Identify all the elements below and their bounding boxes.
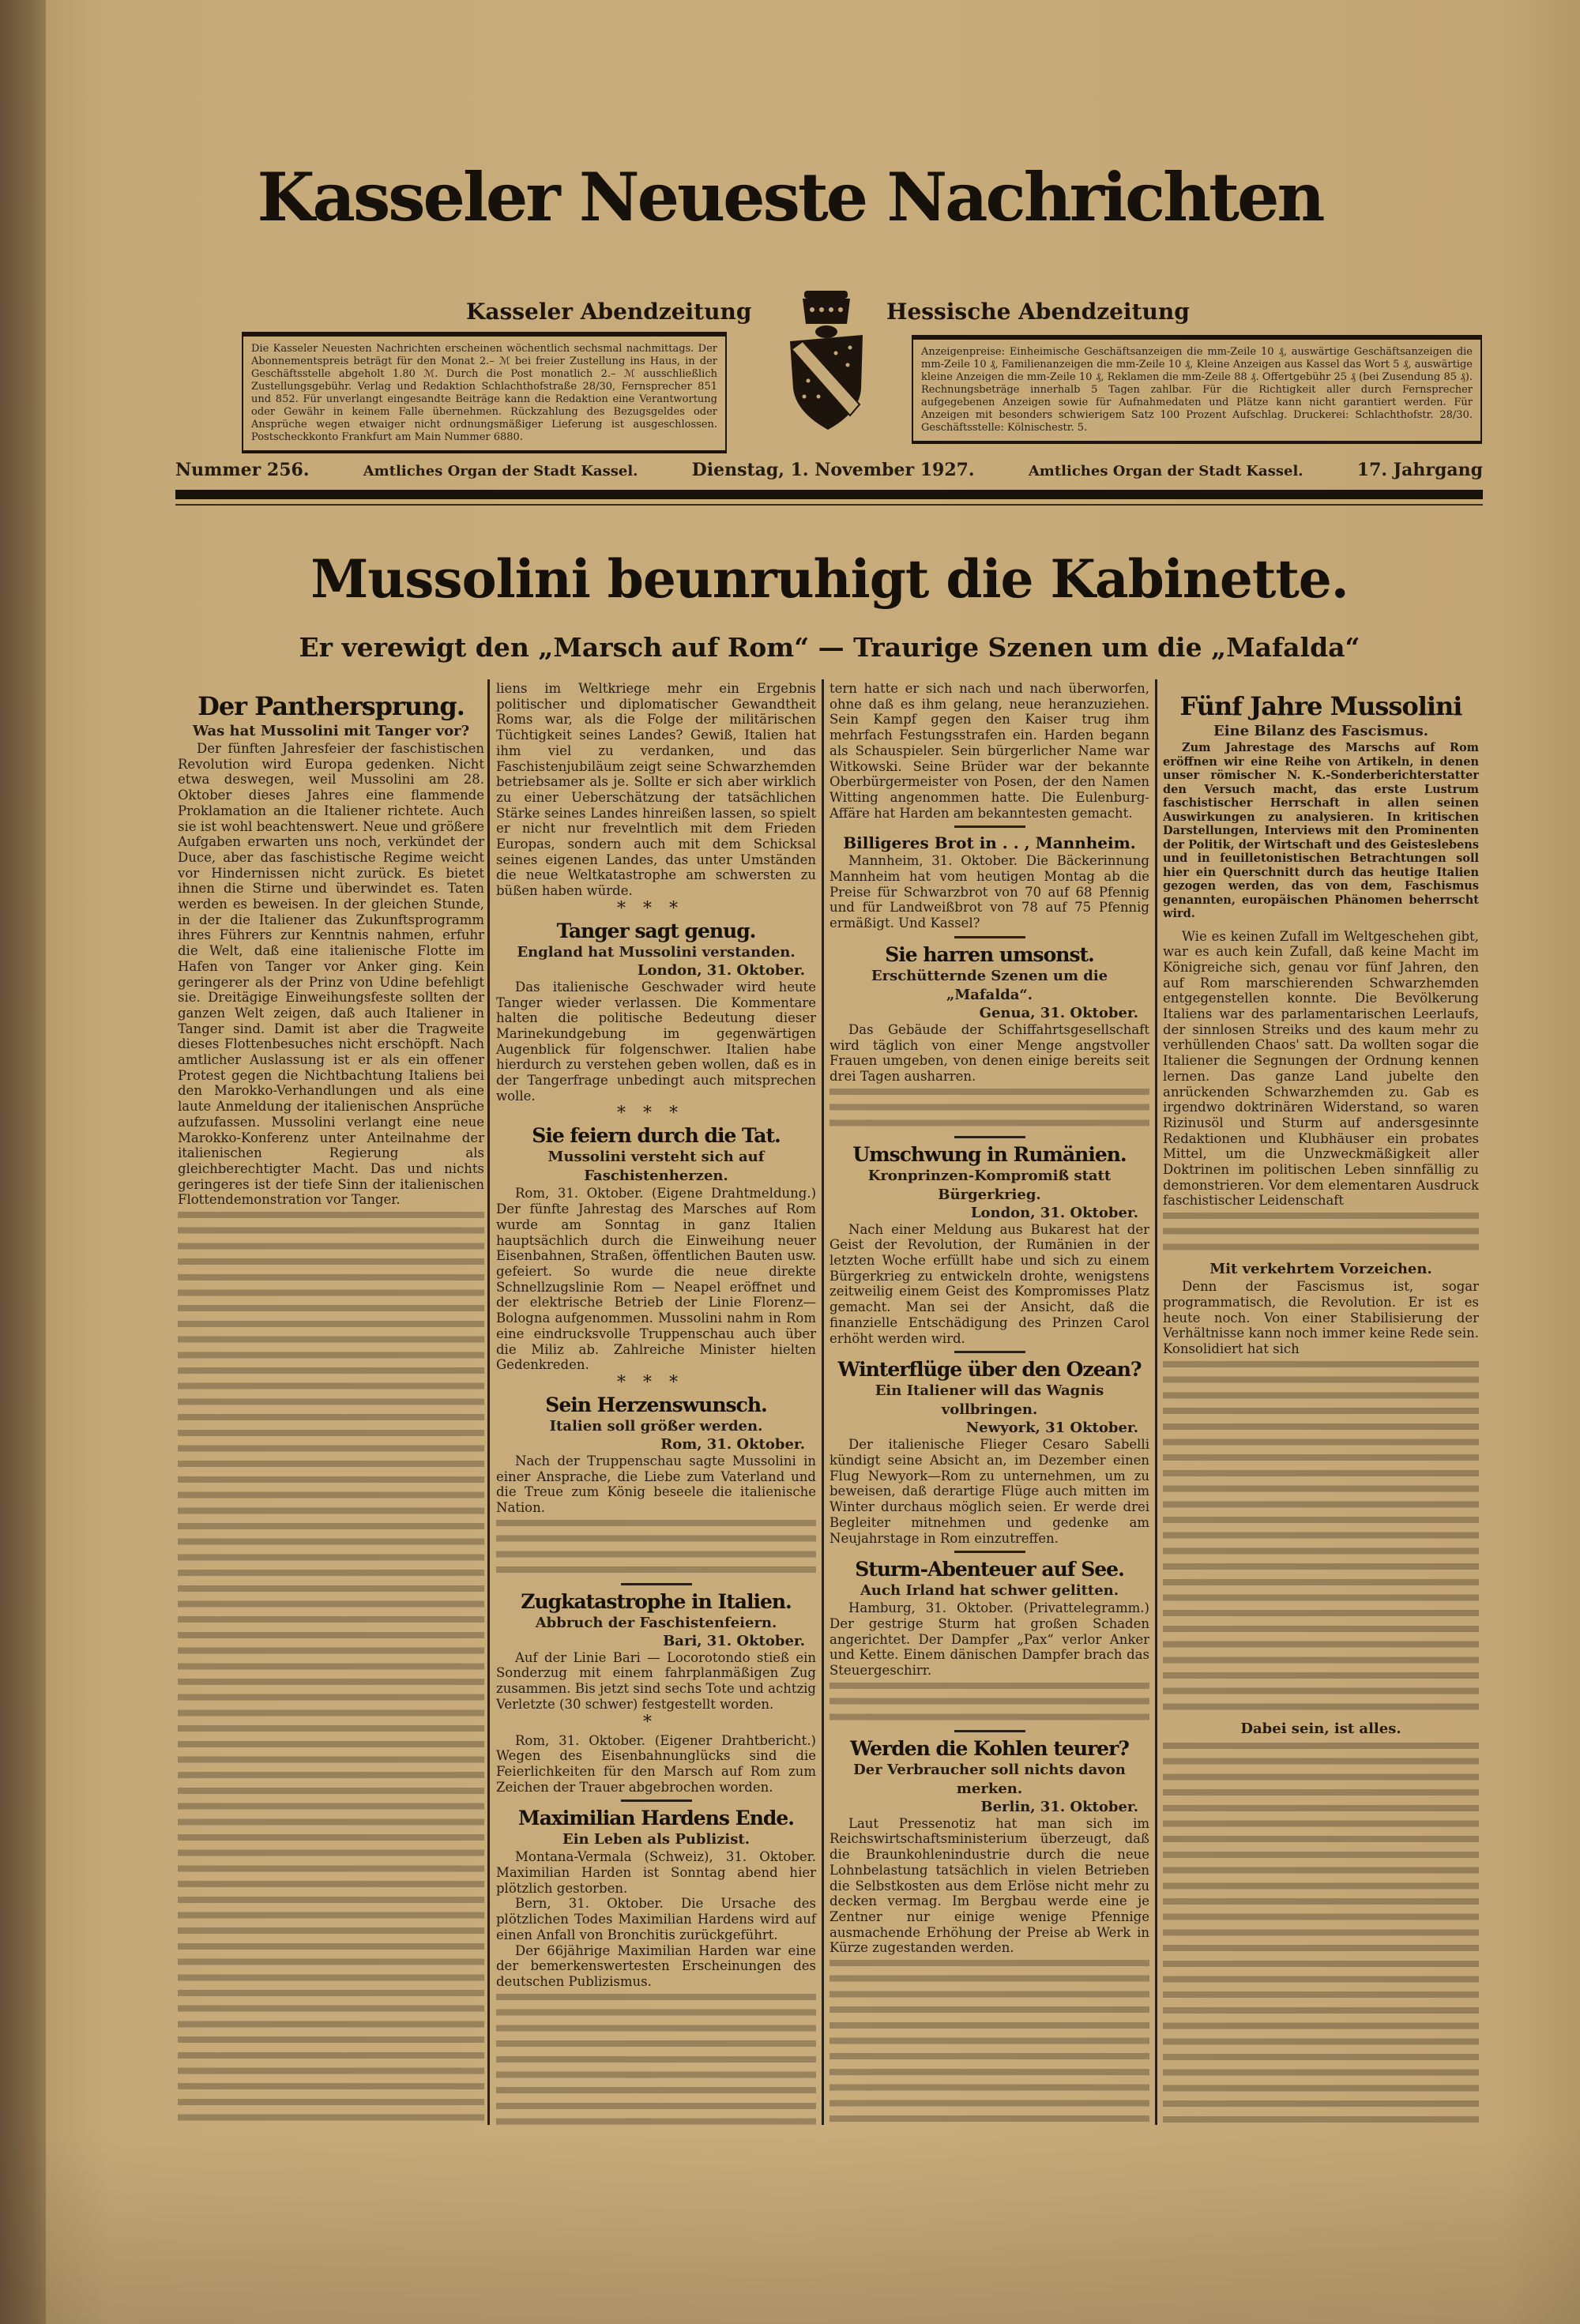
section-stars: *** — [617, 1372, 695, 1393]
article-title: Sie harren umsonst. — [885, 942, 1094, 966]
article-body: Auf der Linie Bari — Locorotondo stieß ein Sonderzug mit einem fahrplanmäßigen Zug zusammen. Bis jetzt sind sechs Tote und achtzig Verletzte (30 schwer) festgestellt worden. — [496, 1649, 816, 1712]
article-subtitle: Auch Irland hat schwer gelitten. — [860, 1582, 1119, 1600]
article-subtitle: Der Verbraucher soll nichts davon merken. — [853, 1761, 1126, 1797]
volume-year: 17. Jahrgang — [1356, 460, 1483, 480]
newspaper-title: Kasseler Neueste Nachrichten — [257, 158, 1323, 236]
article-subtitle: Ein Leben als Publizist. — [562, 1831, 750, 1848]
article-dateline: Genua, 31. Oktober. — [979, 1004, 1138, 1021]
article-title: Sie feiern durch die Tat. — [532, 1124, 781, 1148]
section-title: Mit verkehrtem Vorzeichen. — [1209, 1261, 1432, 1278]
article-subtitle: Erschütternde Szenen um die „Mafalda“. — [871, 967, 1108, 1003]
article-body: Rom, 31. Oktober. (Eigene Drahtmeldung.) Der fünfte Jahrestag des Marsches auf Rom wurde am Sonntag in ganz Italien hauptsächlich durch die Einweihung neuer Eisenbahnen, Straßen, öffentlichen Bauten usw. gefeiert. So wurde die neue direkte Schnellzugslinie Rom — Neapel eröffnet und der elektrische Betrieb der Linie Florenz—Bologna aufgenommen. Mussolini nahm in Rom eine eindrucksvolle Truppenschau auch über die Miliz ab. Zahlreiche Minister hielten Gedenkreden. — [496, 1186, 816, 1373]
issue-info-line — [175, 460, 1483, 480]
section-star: * — [643, 1712, 669, 1732]
article-dateline: London, 31. Oktober. — [637, 961, 805, 979]
article-body: Wie es keinen Zufall im Weltgeschehen gibt, war es auch kein Zufall, daß keine Macht im Königreiche sich, genau vor fünf Jahren, den auf Rom marschierenden Schwarzhemden entgegenstellen konnte. Die Bevölkerung Italiens war des parlamentarischen Leerlaufs, der sinnlosen Streiks und des kaum mehr zu verhüllenden Chaos' satt. Da wollten sogar die Italiener die Segnungen der Ordnung kennen lernen. Das ganze Land jubelte den anrückenden Schwarzhemden zu. Gab es irgendwo doktrinären Widerstand, so waren Rizinusöl und Sturm auf andersgesinnte Redaktionen und Klubhäuser ein probates Mittel, um die Unzweckmäßigkeit aller Doktrinen im politischen Leben sinnfällig zu demonstrieren. Vor dem elementaren Ausdruck faschistischer Leidenschaft — [1163, 928, 1479, 1209]
section-rule — [954, 936, 1025, 938]
column-1 — [178, 681, 484, 2127]
article-title: Sturm-Abenteuer auf See. — [855, 1558, 1124, 1581]
illegible-text-lines — [830, 1679, 1149, 1725]
article-dateline: Berlin, 31. Oktober. — [980, 1798, 1138, 1815]
section-rule — [954, 1351, 1025, 1353]
article-body: Nach einer Meldung aus Bukarest hat der Geist der Revolution, der Rumänien in der letzten Woche erfüllt habe und sich zu einem Bürgerkrieg zu entwickeln drohte, wenigstens zeitweilig einem Geist des Kompromisses Platz gemacht. Man sei der Ansicht, daß die finanzielle Entschädigung des Prinzen Carol erhöht werden wird. — [830, 1221, 1149, 1346]
column-2 — [496, 681, 816, 2127]
article-title: Zugkatastrophe in Italien. — [521, 1589, 792, 1613]
article-subtitle: Italien soll größer werden. — [549, 1417, 763, 1435]
article-title: Winterflüge über den Ozean? — [837, 1358, 1142, 1382]
article-body: Bern, 31. Oktober. Die Ursache des plötzlichen Todes Maximilian Hardens wird auf einen Anfall von Bronchitis zurückgeführt. — [496, 1896, 816, 1942]
illegible-text-lines — [178, 1208, 484, 2127]
article-dateline: Newyork, 31 Oktober. — [965, 1420, 1138, 1437]
column-4 — [1163, 681, 1479, 2127]
article-body: Der italienische Flieger Cesaro Sabelli kündigt seine Absicht an, im Dezember einen Flug Newyork—Rom zu unternehmen, um zu beweisen, daß derartige Flüge auch mitten im Winter durchaus möglich seien. Er werde drei Begleiter mitnehmen und gedenke am Neujahrstage in Rom einzutreffen. — [830, 1437, 1149, 1546]
article-title: Sein Herzenswunsch. — [545, 1393, 767, 1416]
subtitle-right: Hessische Abendzeitung — [886, 299, 1190, 325]
article-intro: Zum Jahrestage des Marschs auf Rom eröffnen wir eine Reihe von Artikeln, in denen unser römischer N. K.-Sonderberichterstatter den Versuch macht, das erste Lustrum faschistischer Herrschaft in allen seinen Auswirkungen zu analysieren. In kritischen Darstellungen, Interviews mit den Prominenten der Politik, der Wirtschaft und des Geisteslebens und in feuilletonistischen Betrachtungen soll hier ein Querschnitt durch das heutige Italien gezogen werden, das von dem, Faschismus genannten, europäischen Phänomen beherrscht wird. — [1163, 741, 1479, 920]
section-rule — [954, 825, 1025, 828]
article-body: Mannheim, 31. Oktober. Die Bäckerinnung Mannheim hat vom heutigen Montag ab die Preise für Schwarzbrot von 70 auf 68 Pfennig und für Landweißbrot von 78 auf 75 Pfennig ermäßigt. Und Kassel? — [830, 853, 1149, 931]
illegible-text-lines — [1163, 1209, 1479, 1255]
article-subtitle: Abbruch der Faschistenfeiern. — [535, 1614, 777, 1631]
article-title: Tanger sagt genug. — [556, 919, 756, 942]
article-title: Umschwung in Rumänien. — [852, 1142, 1127, 1166]
lead-headline: Mussolini beunruhigt die Kabinette. — [310, 548, 1349, 610]
masthead-rule-thin — [175, 504, 1483, 506]
official-organ-right: Amtliches Organ der Stadt Kassel. — [1028, 463, 1304, 479]
masthead-rule — [175, 490, 1483, 499]
section-title: Dabei sein, ist alles. — [1240, 1720, 1401, 1737]
article-subtitle: Mussolini versteht sich auf Faschistenherzen. — [547, 1149, 765, 1185]
kassel-coat-of-arms-icon — [781, 286, 871, 432]
page-bottom-shade — [0, 2133, 1580, 2324]
subtitle-left: Kasseler Abendzeitung — [466, 299, 752, 325]
article-subtitle: Ein Italiener will das Wagnis vollbringen. — [875, 1382, 1104, 1419]
issue-date: Dienstag, 1. November 1927. — [691, 460, 975, 480]
article-dateline: London, 31. Oktober. — [970, 1204, 1138, 1221]
lead-subheadline: Er verewigt den „Marsch auf Rom“ — Traurige Szenen um die „Mafalda“ — [299, 632, 1360, 663]
article-body: Der 66jährige Maximilian Harden war eine der bemerkenswertesten Erscheinungen des deutschen Publizismus. — [496, 1942, 816, 1989]
illegible-text-lines — [1163, 1357, 1479, 1715]
article-body: Laut Pressenotiz hat man sich im Reichswirtschaftsministerium überzeugt, daß die Braunkohlenindustrie durch die neue Lohnbelastung tatsächlich in vielen Betrieben die Selbstkosten aus dem Erlöse nicht mehr zu decken vermag. Im Bergbau werde eine je Zentner nur einige wenige Pfennige ausmachende Erhöhung der Preise ab Werk in Kürze zugestanden werden. — [830, 1815, 1149, 1956]
article-body: Hamburg, 31. Oktober. (Privattelegramm.) Der gestrige Sturm hat großen Schaden angerichtet. Der Dampfer „Pax“ verlor Anker und Kette. Einem dänischen Dampfer brach das Steuergeschirr. — [830, 1600, 1149, 1679]
subscription-info-box: Die Kasseler Neuesten Nachrichten erscheinen wöchentlich sechsmal nachmittags. Der Abonnementspreis beträgt für den Monat 2.– ℳ bei freier Zustellung ins Haus, in der Geschäftsstelle abgeholt 1.80 ℳ. Durch die Post monatlich 2.– ℳ ausschließlich Zustellungsgebühr. Verlag und Redaktion Schlachthofstraße 28/30, Fernsprecher 851 und 852. Für unverlangt eingesandte Beiträge kann die Redaktion eine Verantwortung oder Gewähr in keinem Falle übernehmen. Rückzahlung des Bezugsgeldes oder Ansprüche wegen etwaiger nicht ordnungsmäßiger Lieferung ist ausgeschlossen. Postscheckkonto Frankfurt am Main Nummer 6880. — [242, 332, 727, 453]
illegible-text-lines — [830, 1956, 1149, 2127]
article-subtitle: England hat Mussolini verstanden. — [517, 943, 796, 961]
issue-number: Nummer 256. — [175, 460, 310, 480]
article-title: Werden die Kohlen teurer? — [850, 1736, 1129, 1760]
column-divider — [822, 679, 824, 2125]
article-body: liens im Weltkriege mehr ein Ergebnis politischer und diplomatischer Gewandtheit Roms war, als die Folge der militärischen Tüchtigkeit seines Landes? Gewiß, Italien hat ihm viel zu verdanken, und das Faschistenjubiläum zeigt seine Schwarzhemden betriebsamer als je. Sollte er sich aber wirklich zu einer Ueberschätzung der tatsächlichen Stärke seines Landes hinreißen lassen, so spielt er nicht nur frevelntlich mit dem Frieden Europas, sondern auch mit dem Schicksal seines eigenen Landes, das unter Umständen die neue Weltkatastrophe am schwersten zu büßen haben würde. — [496, 681, 816, 899]
section-rule — [621, 1583, 692, 1585]
article-title: Fünf Jahre Mussolini — [1179, 691, 1462, 721]
section-rule — [954, 1136, 1025, 1138]
official-organ-left: Amtliches Organ der Stadt Kassel. — [363, 463, 638, 479]
column-3 — [830, 681, 1149, 2127]
advertising-rates-box: Anzeigenpreise: Einheimische Geschäftsanzeigen die mm-Zeile 10 ₰, auswärtige Geschäftsanzeigen die mm-Zeile 10 ₰, Familienanzeigen die mm-Zeile 10 ₰, Kleine Anzeigen aus Kassel das Wort 5 ₰, auswärtige kleine Anzeigen die mm-Zeile 10 ₰, Reklamen die mm-Zeile 88 ₰. Offertgebühr 25 ₰ (bei Zusendung 85 ₰). Rechnungsbeträge innerhalb 5 Tagen zahlbar. Für die Richtigkeit aller durch Fernsprecher aufgegebenen Anzeigen sowie für Aufnahmedaten und Plätze kann nicht garantiert werden. Für Anzeigen mit besonders schwierigem Satz 100 Prozent Aufschlag. Druckerei: Schlachthofstr. 28/30. Geschäftsstelle: Kölnischestr. 5. — [912, 335, 1482, 444]
article-dateline: Bari, 31. Oktober. — [663, 1632, 805, 1649]
section-rule — [954, 1730, 1025, 1732]
illegible-text-lines — [830, 1085, 1149, 1131]
article-title: Maximilian Hardens Ende. — [518, 1807, 794, 1830]
page-fold-shadow — [0, 0, 46, 2324]
column-divider — [487, 679, 490, 2125]
section-rule — [954, 1551, 1025, 1553]
article-subtitle: Kronprinzen-Kompromiß statt Bürgerkrieg. — [867, 1167, 1112, 1203]
article-title: Der Panthersprung. — [198, 691, 465, 721]
column-divider — [1155, 679, 1157, 2125]
article-subtitle: Was hat Mussolini mit Tanger vor? — [192, 723, 470, 739]
section-rule — [621, 1799, 692, 1802]
article-body: Nach der Truppenschau sagte Mussolini in einer Ansprache, die Liebe zum Vaterland und die Treue zum König beseele die italienische Nation. — [496, 1453, 816, 1516]
article-body: Der fünften Jahresfeier der faschistischen Revolution wird Europa gedenken. Nicht etwa deswegen, weil Mussolini am 28. Oktober dieses Jahres eine flammende Proklamation an die Italiener richtete. Auch sie ist wohl beachtenswert. Neue und größere Aufgaben erwarten uns noch, verkündet der Duce, aber das faschistische Regime weicht vor Hindernissen nicht zurück. Es bietet ihnen die Stirne und überwindet es. Taten werden es beweisen. In der gleichen Stunde, in der die Italiener das Zukunftsprogramm ihres Führers zur Kenntnis nahmen, erfuhr die Welt, daß eine italienische Flotte im Hafen von Tanger vor Anker ging. Kein geringerer als der Prinz von Udine befehligt sie. Dreitägige Einweihungsfeste sollten der ganzen Welt zeigen, daß auch Italiener in Tanger sind. Damit ist aber die Tragweite dieses Flottenbesuches nicht erschöpft. Nach amtlicher Auslassung ist er als ein offener Protest gegen die Nichtbachtung Italiens bei den Marokko-Verhandlungen und als eine laute Anmeldung der italienischen Ansprüche aufzufassen. Mussolini verlangt eine neue Marokko-Konferenz unter Anteilnahme der italienischen Regierung als gleichberechtigter Macht. Das und nichts geringeres ist der tiefe Sinn der italienischen Flottendemonstration vor Tanger. — [178, 741, 484, 1208]
section-stars: *** — [617, 898, 695, 919]
section-stars: *** — [617, 1104, 695, 1124]
article-body: Rom, 31. Oktober. (Eigener Drahtbericht.) Wegen des Eisenbahnunglücks sind die Feierlichkeiten für den Marsch auf Rom zum Zeichen der Trauer abgebrochen worden. — [496, 1732, 816, 1795]
article-body: Das italienische Geschwader wird heute Tanger wieder verlassen. Die Kommentare halten die politische Bedeutung dieser Marinekundgebung im gegenwärtigen Augenblick für folgenschwer. Italien habe hierdurch zu verstehen geben wollen, daß es in der Tangerfrage unbedingt auch mitsprechen wolle. — [496, 979, 816, 1104]
article-dateline: Rom, 31. Oktober. — [660, 1435, 805, 1453]
illegible-text-lines — [496, 1516, 816, 1578]
article-body: Das Gebäude der Schiffahrtsgesellschaft wird täglich von einer Menge angstvoller Frauen umgeben, von denen einige bereits seit drei Tagen ausharren. — [830, 1021, 1149, 1084]
article-body: Denn der Fascismus ist, sogar programmatisch, die Revolution. Er ist es heute noch. Von einer Stabilisierung der Verhältnisse kann noch immer keine Rede sein. Konsolidiert hat sich — [1163, 1279, 1479, 1356]
illegible-text-lines — [496, 1990, 816, 2127]
article-body: Montana-Vermala (Schweiz), 31. Oktober. Maximilian Harden ist Sonntag abend hier plötzlich gestorben. — [496, 1849, 816, 1896]
illegible-text-lines — [1163, 1739, 1479, 2127]
article-title: Billigeres Brot in . . , Mannheim. — [843, 833, 1136, 853]
article-subtitle: Eine Bilanz des Fascismus. — [1213, 723, 1428, 739]
article-body: tern hatte er sich nach und nach überworfen, ohne daß es ihm gelang, neue heranzuziehen. Sein Kampf gegen den Kaiser trug ihm mehrfach Festungsstrafen ein. Harden begann als Schauspieler. Sein bürgerlicher Name war Witkowski. Seine Brüder war der bekannte Oberbürgermeister von Posen, der den Namen Witting angenommen hatte. Die Eulenburg-Affäre hat Harden am bekanntesten gemacht. — [830, 681, 1149, 821]
